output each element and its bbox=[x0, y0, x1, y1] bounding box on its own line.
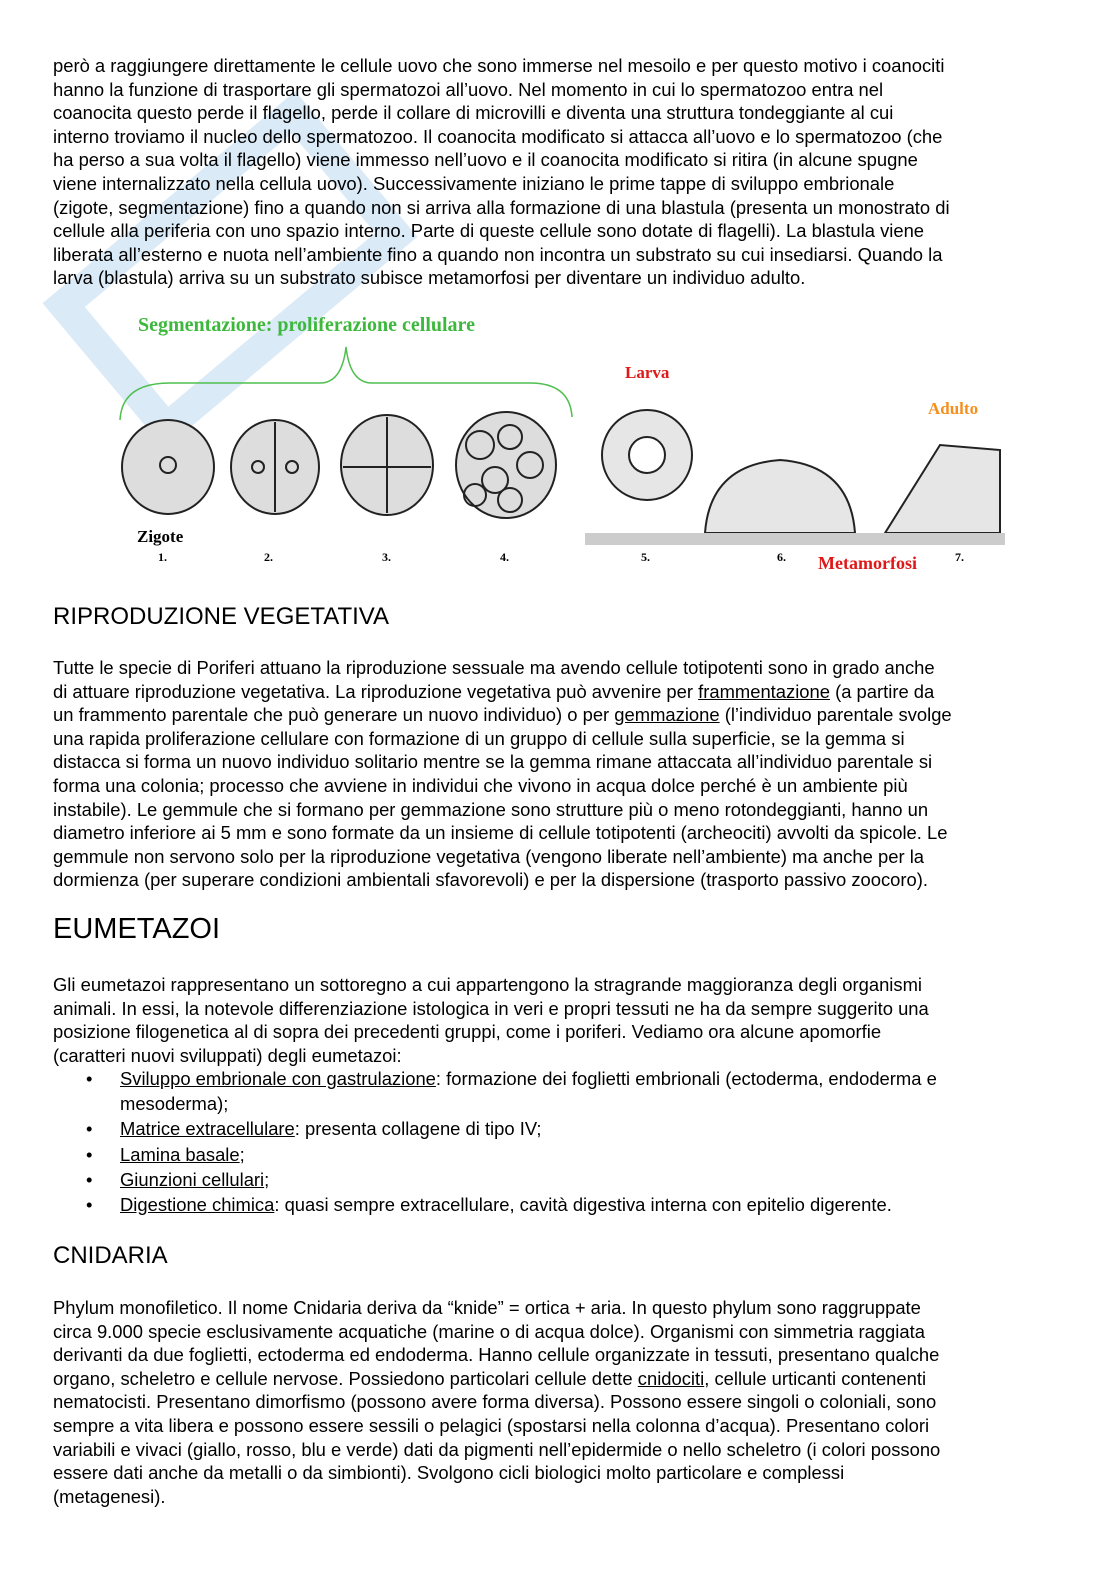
bullet-icon: • bbox=[86, 1193, 93, 1215]
bullet-icon: • bbox=[86, 1168, 93, 1190]
text-line bbox=[53, 148, 1063, 172]
text-run: organo, scheletro e cellule nervose. Possiedono particolari cellule dette bbox=[53, 1367, 638, 1389]
text-run: di attuare riproduzione vegetativa. La riproduzione vegetativa può avvenire per bbox=[53, 680, 699, 702]
text-line bbox=[53, 1438, 1063, 1462]
text-run: mesoderma); bbox=[120, 1093, 229, 1115]
vegetativa-paragraph bbox=[53, 656, 1063, 892]
sponge-development-illustration bbox=[110, 305, 1010, 585]
underlined-term: gemmazione bbox=[614, 704, 720, 726]
stage-number: 5. bbox=[641, 550, 650, 564]
text-line bbox=[53, 774, 1063, 798]
text-run: hanno la funzione di trasportare gli spermatozoi all’uovo. Nel momento in cui lo spermatozoo entra nel bbox=[53, 78, 884, 100]
label-larva: Larva bbox=[625, 363, 670, 382]
text-run: coanocita questo perde il flagello, perde il collare di microvilli e diventa una struttura tondeggiante al cui bbox=[53, 102, 894, 124]
text-line bbox=[53, 1390, 1063, 1414]
underlined-term: Sviluppo embrionale con gastrulazione bbox=[120, 1068, 436, 1089]
text-run: dormienza (per superare condizioni ambientali sfavorevoli) e per la dispersione (trasporto passivo zoocoro). bbox=[53, 869, 929, 891]
text-line bbox=[53, 1066, 937, 1091]
text-line bbox=[53, 1044, 1063, 1068]
text-run: variabili e vivaci (giallo, rosso, blu e verde) dati da pigmenti nell’epidermide o nello scheletro (i colori possono bbox=[53, 1438, 941, 1460]
label-adulto: Adulto bbox=[928, 399, 979, 418]
text-line bbox=[53, 54, 1063, 78]
apomorfie-list bbox=[53, 1066, 937, 1217]
text-run: larva (blastula) arriva su un substrato subisce metamorfosi per diventare un individuo adulto. bbox=[53, 267, 806, 289]
text-line bbox=[53, 750, 1063, 774]
text-line bbox=[53, 1192, 937, 1217]
text-run: , cellule urticanti contenenti bbox=[704, 1367, 927, 1389]
text-line bbox=[53, 266, 1063, 290]
text-line bbox=[53, 868, 1063, 892]
text-line bbox=[53, 680, 1063, 704]
stage-number: 6. bbox=[777, 550, 786, 564]
label-zigote: Zigote bbox=[137, 527, 184, 546]
text-run: animali. In essi, la notevole differenziazione istologica in veri e propri tessuti ne ha da sempre suggerito una bbox=[53, 997, 929, 1019]
list-item bbox=[53, 1066, 937, 1116]
text-run: cellule alla periferia con uno spazio interno. Parte di queste cellule sono dotate di flagelli). La blastula viene bbox=[53, 220, 925, 242]
text-line bbox=[53, 1167, 937, 1192]
text-run: (caratteri nuovi sviluppati) degli eumetazoi: bbox=[53, 1044, 402, 1066]
text-run: Gli eumetazoi rappresentano un sottoregno a cui appartengono la stragrande maggioranza degli organismi bbox=[53, 974, 922, 995]
text-line bbox=[53, 1485, 1063, 1509]
heading-eumetazoi: EUMETAZOI bbox=[53, 913, 221, 945]
text-run: sempre a vita libera e possono essere sessili o pelagici (spostarsi nella colonna d’acqua). Presentano colori bbox=[53, 1414, 930, 1436]
text-line bbox=[53, 1367, 1063, 1391]
text-run: nematocisti. Presentano dimorfismo (possono avere forma diversa). Possono essere singoli o coloniali, sono bbox=[53, 1391, 937, 1413]
text-run: viene internalizzato nella cellula uovo). Successivamente iniziano le prime tappe di sviluppo embrionale bbox=[53, 172, 895, 194]
text-line bbox=[53, 1296, 1063, 1320]
intro-paragraph bbox=[53, 54, 1063, 290]
stage-number: 4. bbox=[500, 550, 509, 564]
heading-riproduzione-vegetativa: RIPRODUZIONE VEGETATIVA bbox=[53, 603, 390, 630]
figure-title: Segmentazione: proliferazione cellulare bbox=[138, 314, 475, 336]
text-line bbox=[53, 1461, 1063, 1485]
text-line bbox=[53, 1091, 937, 1116]
text-run: circa 9.000 specie esclusivamente acquatiche (marine o di acqua dolce). Organismi con simmetria raggiata bbox=[53, 1320, 925, 1342]
text-line bbox=[53, 1142, 937, 1167]
stage-number: 1. bbox=[158, 550, 167, 564]
text-line bbox=[53, 196, 1063, 220]
list-item bbox=[53, 1142, 937, 1167]
text-run: ; bbox=[264, 1168, 270, 1190]
text-run: ha perso a sua volta il flagello) viene immesso nell’uovo e il coanocita modificato si ritira (in alcune spugne bbox=[53, 149, 918, 171]
text-run: (a partire da bbox=[829, 680, 935, 702]
text-line bbox=[53, 656, 1063, 680]
text-run: liberata all’esterno e nuota nell’ambiente fino a quando non incontra un substrato su cui insediarsi. Quando la bbox=[53, 243, 943, 265]
text-run: instabile). Le gemmule che si formano per gemmazione sono strutture più o meno rotondeggianti, hanno un bbox=[53, 798, 929, 820]
text-run: Phylum monofiletico. Il nome Cnidaria deriva da “knide” = ortica + aria. In questo phylum sono raggruppate bbox=[53, 1297, 921, 1318]
text-run: : presenta collagene di tipo IV; bbox=[294, 1118, 542, 1140]
text-line bbox=[53, 798, 1063, 822]
text-line bbox=[53, 821, 1063, 845]
text-run: però a raggiungere direttamente le cellule uovo che sono immerse nel mesoilo e per questo motivo i coanociti bbox=[53, 55, 945, 76]
text-run: posizione filogenetica al di sopra dei precedenti gruppi, come i poriferi. Vediamo ora alcune apomorfie bbox=[53, 1021, 882, 1043]
eumetazoi-paragraph bbox=[53, 973, 1063, 1067]
text-line bbox=[53, 78, 1063, 102]
text-run: : quasi sempre extracellulare, cavità digestiva interna con epitelio digerente. bbox=[274, 1193, 892, 1215]
text-line bbox=[53, 172, 1063, 196]
text-line bbox=[53, 101, 1063, 125]
text-run: essere dati anche da metalli o da simbionti). Svolgono cicli biologici molto particolare e complessi bbox=[53, 1462, 845, 1484]
cnidaria-paragraph bbox=[53, 1296, 1063, 1508]
text-run: un frammento parentale che può generare un nuovo individuo) o per bbox=[53, 704, 615, 726]
bullet-icon: • bbox=[86, 1143, 93, 1165]
text-line bbox=[53, 219, 1063, 243]
list-item bbox=[53, 1192, 937, 1217]
text-run: forma una colonia; processo che avviene in individui che vivono in acqua dolce perché è un ambiente più bbox=[53, 774, 908, 796]
text-line bbox=[53, 1343, 1063, 1367]
text-line bbox=[53, 1414, 1063, 1438]
text-line bbox=[53, 1116, 937, 1141]
text-run: gemmule non servono solo per la riproduzione vegetativa (vengono liberate nell’ambiente) ma anche per la bbox=[53, 845, 925, 867]
underlined-term: cnidociti bbox=[637, 1367, 705, 1389]
text-line bbox=[53, 727, 1063, 751]
text-run: : formazione dei foglietti embrionali (ectoderma, endoderma e bbox=[435, 1068, 937, 1089]
text-run: derivanti da due foglietti, ectoderma ed endoderma. Hanno cellule organizzate in tessuti, presentano qualche bbox=[53, 1344, 940, 1366]
underlined-term: Giunzioni cellulari bbox=[120, 1168, 265, 1190]
text-run: (l’individuo parentale svolge bbox=[719, 704, 952, 726]
text-line bbox=[53, 973, 1063, 997]
text-line bbox=[53, 1320, 1063, 1344]
underlined-term: Digestione chimica bbox=[120, 1193, 275, 1215]
development-figure bbox=[110, 305, 1010, 585]
bullet-icon: • bbox=[86, 1118, 93, 1140]
label-metamorfosi: Metamorfosi bbox=[818, 553, 917, 573]
bullet-icon: • bbox=[86, 1068, 93, 1089]
text-line bbox=[53, 845, 1063, 869]
text-run: Tutte le specie di Poriferi attuano la riproduzione sessuale ma avendo cellule totipotenti sono in grado anche bbox=[53, 657, 935, 678]
stage-number: 2. bbox=[264, 550, 273, 564]
underlined-term: Matrice extracellulare bbox=[120, 1118, 295, 1140]
list-item bbox=[53, 1116, 937, 1141]
stage-number: 7. bbox=[955, 550, 964, 564]
text-run: interno troviamo il nucleo dello spermatozoo. Il coanocita modificato si attacca all’uovo e lo spermatozoo (che bbox=[53, 125, 943, 147]
underlined-term: Lamina basale bbox=[120, 1143, 240, 1165]
text-run: (metagenesi). bbox=[53, 1485, 166, 1507]
stage-number: 3. bbox=[382, 550, 391, 564]
text-run: diametro inferiore ai 5 mm e sono formate da un insieme di cellule totipotenti (archeociti) avvolti da spicole. Le bbox=[53, 822, 948, 844]
text-run: distacca si forma un nuovo individuo solitario mentre se la gemma rimane attaccata all’individuo parentale si bbox=[53, 751, 933, 773]
text-line bbox=[53, 997, 1063, 1021]
heading-cnidaria: CNIDARIA bbox=[53, 1242, 168, 1269]
text-line bbox=[53, 243, 1063, 267]
text-run: ; bbox=[239, 1143, 245, 1165]
text-line bbox=[53, 1020, 1063, 1044]
list-item bbox=[53, 1167, 937, 1192]
text-line bbox=[53, 125, 1063, 149]
text-line bbox=[53, 703, 1063, 727]
underlined-term: frammentazione bbox=[698, 680, 830, 702]
text-run: una rapida proliferazione cellulare con formazione di un gruppo di cellule sulla superficie, se la gemma si bbox=[53, 727, 905, 749]
text-run: (zigote, segmentazione) fino a quando non si arriva alla formazione di una blastula (presenta un monostrato di bbox=[53, 196, 950, 218]
